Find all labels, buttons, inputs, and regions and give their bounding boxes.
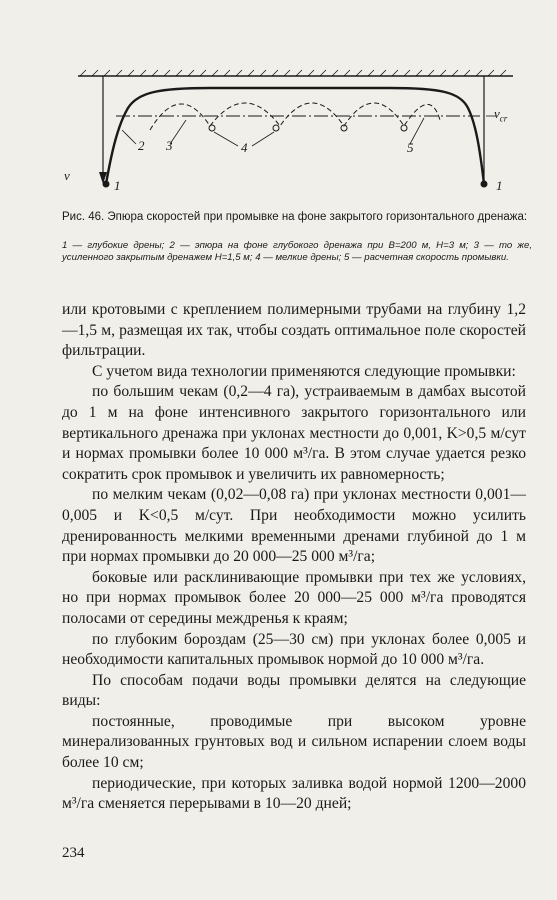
page-number: 234 [62, 845, 85, 861]
velocity-diagram [0, 0, 557, 210]
deep-drain-right [481, 181, 488, 188]
deep-drain-left [103, 181, 110, 188]
paragraph: С учетом вида технологии применяются следующие промывки: [92, 362, 516, 380]
leader-line-4a [214, 132, 238, 146]
ground-hatching [80, 70, 506, 76]
label-2: 2 [138, 138, 145, 153]
figure-caption: Рис. 46. Эпюра скоростей при промывке на фоне закрытого горизонтального дренажа: [62, 211, 528, 223]
paragraph: по большим чекам (0,2—4 га), устраиваемым в дамбах высотой до 1 м на фоне интенсивного закрытого горизонтального или вертикального дренажа при уклонах местности до 0,001, K>0,5 м/сут и нормах промывки более 10 000 м³/га. В этом случае удается резко сократить срок промывок и увеличить их равномерность; [62, 383, 526, 483]
label-1-right: 1 [496, 178, 503, 193]
shallow-drain-4 [401, 125, 407, 131]
paragraph: боковые или расклинивающие промывки при тех же условиях, но при нормах промывок более 20 000—25 000 м³/га проводятся полосами от середины междренья к краям; [62, 568, 526, 627]
paragraph: По способам подачи воды промывки делятся на следующие виды: [62, 671, 526, 710]
body-text [62, 300, 526, 815]
figure-legend: 1 — глубокие дрены; 2 — эпюра на фоне глубокого дренажа при B=200 м, H=3 м; 3 — то же, усиленного закрытым дренажем H=1,5 м; 4 — мелкие дрены; 5 — расчетная скорость промывки. [62, 240, 532, 263]
label-5: 5 [407, 140, 414, 155]
leader-line-4b [252, 132, 274, 146]
paragraph: периодические, при которых заливка водой нормой 1200—2000 м³/га сменяется перерывами в 10—20 дней; [62, 774, 526, 813]
label-1-left: 1 [114, 178, 121, 193]
label-v-cr [494, 106, 507, 124]
paragraph: постоянные, проводимые при высоком уровне минерализованных грунтовых вод и сильном испарении слоем воды более 10 см; [62, 712, 526, 772]
label-v-cr-main: v [494, 106, 500, 121]
leader-line-2 [122, 130, 136, 144]
v-axis-label: v [64, 168, 70, 183]
paragraph: по глубоким бороздам (25—30 см) при уклонах более 0,005 и необходимости капитальных промывок нормой до 10 000 м³/га. [62, 630, 526, 669]
paragraph: по мелким чекам (0,02—0,08 га) при уклонах местности 0,001—0,005 и K<0,5 м/сут. При необходимости можно усилить дренированность мелкими временными дренами глубиной до 1 м при нормах промывки до 20 000—25 000 м³/га; [62, 486, 526, 566]
shallow-drain-1 [209, 125, 215, 131]
paragraph: или кротовыми с креплением полимерными трубами на глубину 1,2—1,5 м, размещая их так, чтобы создать оптимальное поле скоростей фильтрации. [62, 301, 526, 360]
velocity-diagram-figure [0, 0, 557, 210]
label-3: 3 [166, 138, 173, 153]
label-4: 4 [241, 140, 248, 155]
label-v-cr-sub: cr [499, 113, 508, 124]
shallow-drain-2 [273, 125, 279, 131]
velocity-profile-curve [106, 88, 484, 184]
